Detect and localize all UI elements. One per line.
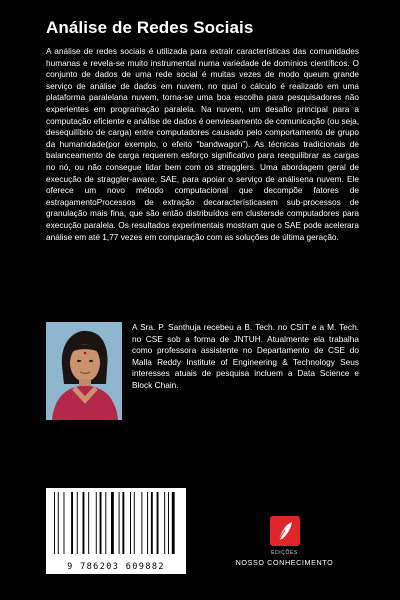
- publisher-name: NOSSO CONHECIMENTO: [235, 558, 334, 567]
- book-title: Análise de Redes Sociais: [46, 18, 254, 37]
- author-photo: [46, 322, 122, 420]
- author-bio: A Sra. P. Santhuja recebeu a B. Tech. no CSIT e a M. Tech. no CSE sob a forma de JNTUH. Atualmente ela trabalha como professora assistente no Departamento de CSE do Malla Reddy Institute of Engineering & Technology Seus interesses atuais de pesquisa incluem a Data Science e Block Chain.: [132, 322, 359, 390]
- publisher-block: [232, 516, 337, 567]
- summary-text: A análise de redes sociais é utilizada para extrair características das comunidades humanas e revela-se muito instrumental numa variedade de domínios científicos. O conjunto de dados de uma rede social é muitas vezes de modo queum grande serviço de análise de dados em nuvem, no qual o cálculo é realizado em uma plataforma paralelana nuvem, torna-se uma boa escolha para pesquisadores não experientes em programação paralela. Na nuvem, um desafio principal para a computação eficiente e análise de dados é oenviesamento de comunicação (ou seja, desequilíbrio de carga) entre computadores causado pelo comportamento de grupo da humanidade(por exemplo, o efeito "bandwagon"). As técnicas tradicionais de balanceamento de carga requerem esforço significativo para reequilibrar as cargas no nó, ou não consegue lidar bem com os stragglers. Uma abordagem geral de execução de straggler-aware, SAE, para apoiar o serviço de análisena nuvem. Ele oferece um novo método computacional que decompõe fatores de estragamentoProcessos de extração decaracterísticasem sub-processos de granulação mais fina, que são então distribuídos em clustersde computadores para execução paralela. Os resultados experimentais mostram que o SAE pode acelerara análise em até 1,77 vezes em comparação com as soluções de última geração.: [46, 46, 359, 242]
- isbn-number: 9 786203 609882: [67, 562, 165, 572]
- publisher-logo-icon: [270, 516, 300, 546]
- isbn-barcode: [46, 488, 186, 574]
- publisher-imprint-label: EDIÇÕES: [271, 550, 298, 556]
- book-summary: [46, 46, 359, 243]
